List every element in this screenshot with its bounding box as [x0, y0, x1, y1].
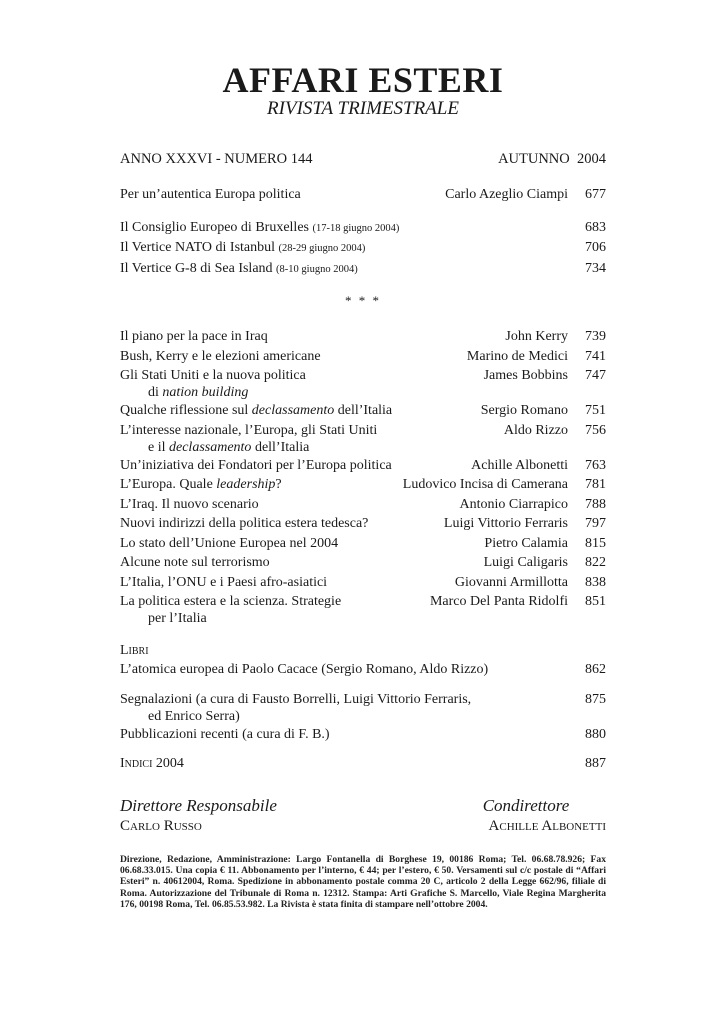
toc-page: 822	[585, 555, 606, 570]
toc-page: 815	[585, 535, 606, 551]
toc-author: Luigi Vittorio Ferraris	[443, 516, 568, 531]
publication-notice: Direzione, Redazione, Amministrazione: Largo Fontanella di Borghese 19, 00186 Roma; Tel. 06.68.78.926; Fax 06.68.33.015. Una copia € 11. Abbonamento per l’interno, € 44; per l’estero, € 50. Versamenti sul c/c postale di “Affari Esteri” n. 40612004, Roma. Spedizione in abbonamento postale comma 20 C, articolo 2 della Legge 662/96, filiale di Roma. Autorizzazione del Tribunale di Roma n. 12312. Stampa: Arti Grafiche S. Marcello, Viale Regina Margherita 176, 00198 Roma, Tel. 06.85.53.982. La Rivista è stata finita di stampare nell’ottobre 2004.	[120, 853, 606, 911]
toc-page: 751	[585, 403, 606, 418]
codirector-block	[446, 796, 606, 836]
toc-dates: (28-29 giugno 2004)	[278, 243, 366, 254]
toc-author: Achille Albonetti	[471, 457, 568, 473]
toc-author: Carlo Azeglio Ciampi	[445, 187, 568, 202]
codirector-name: Achille Albonetti	[488, 817, 606, 834]
toc-entry	[120, 534, 606, 554]
toc-title: L’Europa. Quale leadership?	[120, 477, 282, 492]
toc-page: 741	[585, 348, 606, 364]
toc-title: Un’iniziativa dei Fondatori per l’Europa politica	[120, 457, 392, 473]
issue-volume: ANNO XXXVI - NUMERO 144	[120, 151, 313, 167]
toc-author: Giovanni Armillotta	[454, 574, 568, 590]
editorial-credits	[120, 796, 606, 836]
toc-author: Ludovico Incisa di Camerana	[402, 477, 568, 492]
toc-entry	[120, 573, 606, 593]
toc-title: L’interesse nazionale, l’Europa, gli Stati Uniti e il declassamento dell’Italia	[120, 422, 378, 455]
toc-page: 677	[585, 187, 606, 202]
toc-entry	[120, 366, 606, 401]
toc-page: 880	[585, 726, 606, 742]
toc-title: Il piano per la pace in Iraq	[120, 329, 268, 344]
toc-title: Gli Stati Uniti e la nuova politica di nation building	[120, 368, 306, 400]
toc-title: Qualche riflessione sul declassamento dell’Italia	[120, 403, 393, 418]
articles-section	[120, 327, 606, 627]
director-block	[120, 796, 277, 836]
toc-page: 781	[585, 477, 606, 492]
toc-entry	[120, 475, 606, 495]
toc-title: Il Vertice NATO di Istanbul	[120, 240, 276, 255]
issue-season: AUTUNNO 2004	[498, 151, 606, 167]
toc-entry	[120, 259, 606, 280]
toc-entry	[120, 456, 606, 476]
toc-entry	[120, 690, 606, 725]
codirector-role: Condirettore	[482, 795, 570, 815]
toc-title: L’atomica europea di Paolo Cacace (Sergio Romano, Aldo Rizzo)	[120, 662, 489, 677]
summits-section	[120, 218, 606, 280]
toc-author: Antonio Ciarrapico	[459, 496, 568, 512]
toc-page: 851	[585, 594, 606, 609]
journal-subtitle: RIVISTA TRIMESTRALE	[267, 98, 459, 119]
toc-entry	[120, 725, 606, 745]
toc-author: Pietro Calamia	[484, 535, 568, 551]
toc-page: 734	[585, 260, 606, 276]
toc-author: Marino de Medici	[466, 348, 568, 364]
toc-title: L’Italia, l’ONU e i Paesi afro-asiatici	[120, 574, 328, 590]
toc-entry	[120, 327, 606, 347]
toc-author: Sergio Romano	[480, 403, 568, 418]
toc-page: 706	[585, 240, 606, 255]
toc-entry	[120, 401, 606, 421]
toc-entry	[120, 592, 606, 627]
toc-page: 683	[585, 219, 606, 235]
toc-title: Lo stato dell’Unione Europea nel 2004	[120, 535, 339, 551]
toc-page: 763	[585, 457, 606, 473]
toc-dates: (8-10 giugno 2004)	[276, 263, 358, 275]
toc-page: 797	[585, 516, 606, 531]
toc-author: Luigi Caligaris	[483, 555, 568, 570]
toc-entry	[120, 754, 606, 774]
toc-dates: (17-18 giugno 2004)	[312, 222, 400, 234]
toc-entry	[120, 347, 606, 367]
toc-title: Segnalazioni (a cura di Fausto Borrelli, Luigi Vittorio Ferraris, ed Enrico Serra)	[120, 691, 472, 724]
toc-page: 788	[585, 496, 606, 512]
toc-entry	[120, 514, 606, 534]
toc-entry	[120, 218, 606, 239]
toc-page: 739	[585, 329, 606, 344]
section-separator: * * *	[345, 293, 381, 308]
toc-title: La politica estera e la scienza. Strategie per l’Italia	[120, 594, 342, 626]
toc-title: Pubblicazioni recenti (a cura di F. B.)	[120, 726, 330, 742]
journal-contents-page	[120, 0, 606, 1024]
toc-page: 887	[585, 756, 606, 771]
toc-title: Indici 2004	[120, 756, 184, 771]
toc-title: L’Iraq. Il nuovo scenario	[120, 496, 259, 512]
toc-author: Aldo Rizzo	[503, 422, 568, 438]
toc-entry	[120, 553, 606, 573]
toc-entry	[120, 495, 606, 515]
director-role: Direttore Responsabile	[120, 795, 277, 815]
toc-title: Il Consiglio Europeo di Bruxelles	[120, 219, 309, 235]
toc-title: Per un’autentica Europa politica	[120, 187, 301, 202]
toc-title: Nuovi indirizzi della politica estera tedesca?	[120, 516, 369, 531]
toc-title: Alcune note sul terrorismo	[120, 555, 270, 570]
toc-title: Bush, Kerry e le elezioni americane	[120, 348, 321, 364]
toc-page: 838	[585, 574, 606, 590]
toc-page: 875	[585, 691, 606, 707]
toc-page: 862	[585, 662, 606, 677]
toc-page: 747	[585, 368, 606, 383]
toc-author: John Kerry	[505, 329, 568, 344]
journal-title: AFFARI ESTERI	[222, 60, 504, 100]
director-name: Carlo Russo	[120, 817, 202, 834]
toc-entry	[120, 238, 606, 259]
books-heading: Libri	[120, 643, 149, 658]
toc-entry	[120, 660, 606, 680]
toc-title: Il Vertice G-8 di Sea Island	[120, 260, 273, 276]
toc-author: James Bobbins	[483, 368, 568, 383]
toc-author: Marco Del Panta Ridolfi	[429, 594, 568, 609]
issue-line	[120, 150, 606, 168]
toc-entry	[120, 185, 606, 205]
toc-entry	[120, 421, 606, 456]
toc-page: 756	[585, 422, 606, 438]
masthead	[120, 62, 606, 120]
